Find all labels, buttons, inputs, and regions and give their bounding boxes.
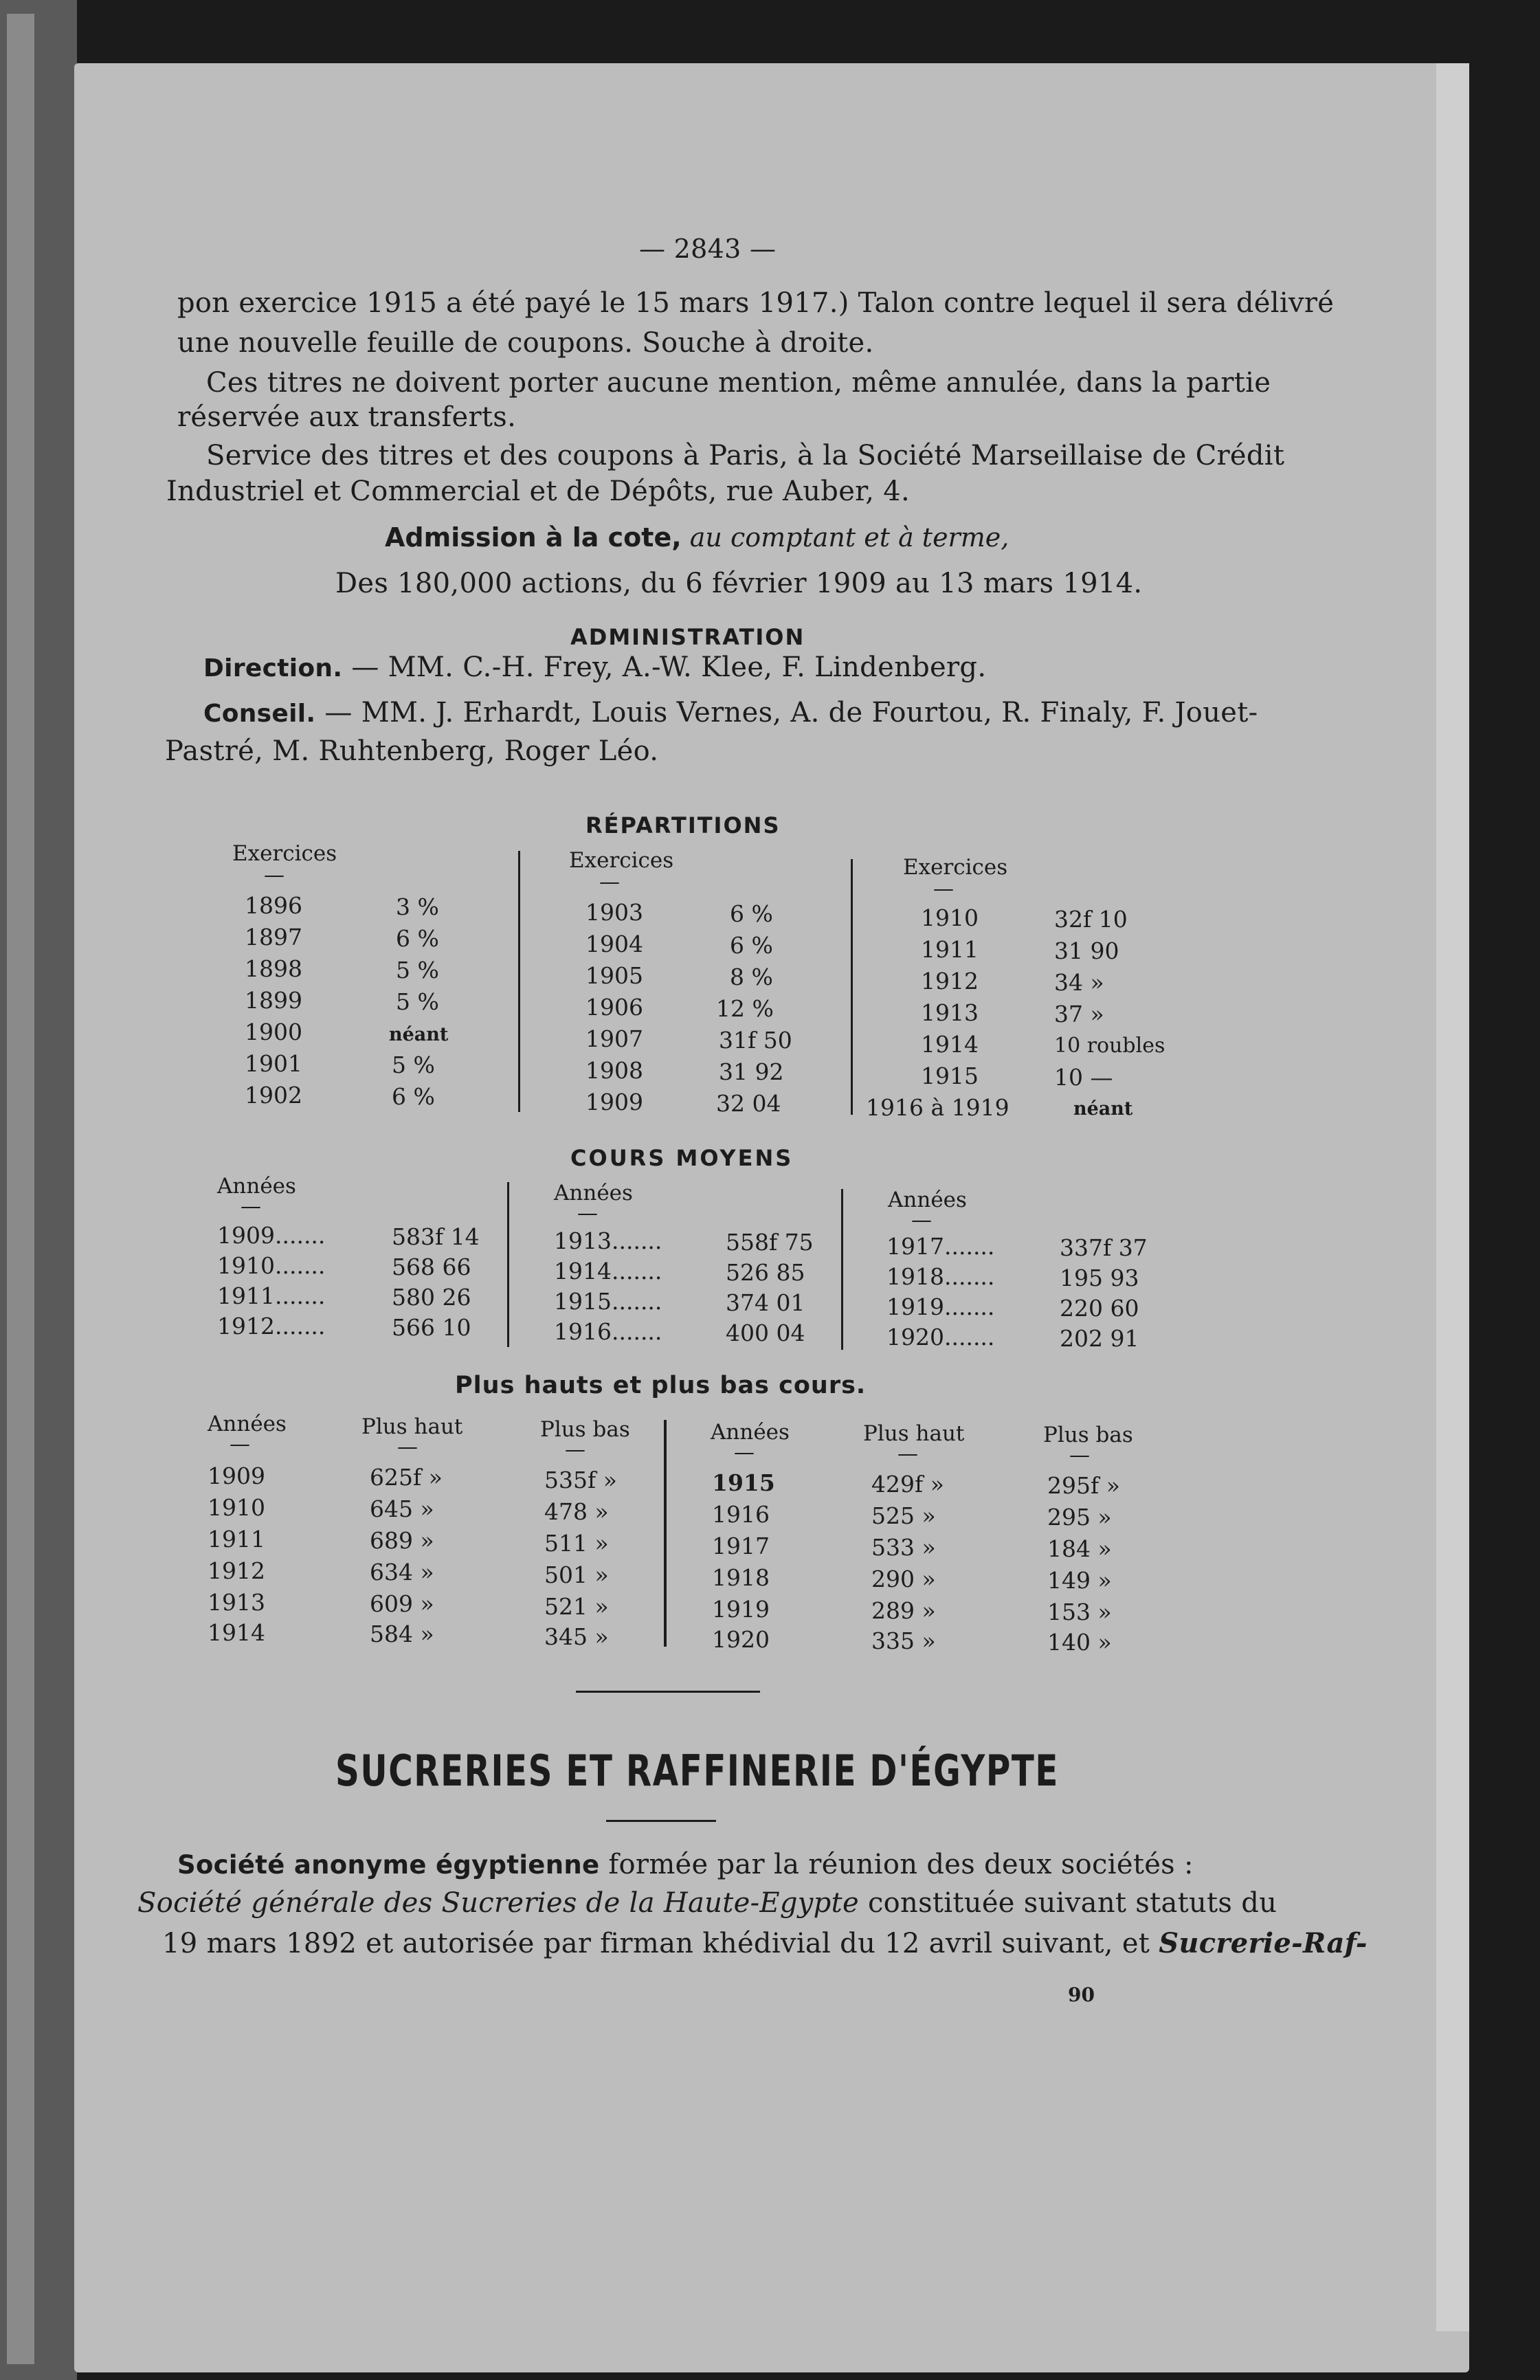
- table-row: 1918.......: [886, 1263, 995, 1290]
- table-row: 1919: [712, 1596, 770, 1623]
- direction-text: — MM. C.-H. Frey, A.-W. Klee, F. Lindenberg.: [351, 652, 987, 683]
- table-cell: 525 »: [871, 1502, 936, 1529]
- rep-col3-dash: —: [933, 877, 954, 901]
- table-cell: 32f 10: [1054, 906, 1128, 933]
- table-row: 1915: [712, 1469, 775, 1496]
- section-para-italic-2: Sucrerie-Raf-: [1159, 1927, 1368, 1959]
- table-cell: 6 %: [730, 932, 773, 959]
- table-row: 1919.......: [886, 1293, 995, 1320]
- section-para-italic-1: Société générale des Sucreries de la Haute-Egypte: [137, 1887, 859, 1919]
- cm-divider-1: [507, 1182, 509, 1347]
- table-cell: 374 01: [726, 1289, 805, 1316]
- table-cell: 184 »: [1047, 1535, 1112, 1562]
- section-para-bold: Société anonyme égyptienne: [177, 1850, 600, 1880]
- intro-line-1: pon exercice 1915 a été payé le 15 mars 1917.) Talon contre lequel il sera délivré: [177, 287, 1335, 319]
- hb-right-bas-label: Plus bas: [1043, 1423, 1133, 1447]
- hb-divider: [664, 1420, 667, 1647]
- table-cell: 153 »: [1047, 1599, 1112, 1625]
- table-row: 1912: [208, 1557, 265, 1584]
- table-cell: 295f »: [1047, 1472, 1120, 1499]
- table-row: 1909: [208, 1463, 265, 1489]
- table-cell: 583f 14: [392, 1223, 480, 1250]
- signature-mark: 90: [1068, 1983, 1095, 2006]
- table-cell: 429f »: [871, 1471, 944, 1498]
- table-cell: 32 04: [716, 1090, 781, 1117]
- table-cell: 645 »: [370, 1495, 434, 1522]
- rep-col2-label: Exercices: [569, 848, 674, 873]
- table-cell: 535f »: [544, 1467, 617, 1493]
- cm-col2-dash: —: [577, 1201, 598, 1225]
- table-cell: 584 »: [370, 1621, 434, 1647]
- table-cell: 6 %: [392, 1083, 435, 1110]
- table-cell: 568 66: [392, 1254, 471, 1280]
- table-cell: 37 »: [1054, 1001, 1104, 1027]
- table-cell: 34 »: [1054, 969, 1104, 996]
- section-para-rest-3: 19 mars 1892 et autorisée par firman khédivial du 12 avril suivant, et: [162, 1928, 1150, 1959]
- repartitions-heading: RÉPARTITIONS: [585, 812, 781, 838]
- table-row: 1898: [245, 955, 302, 982]
- table-cell: 31 92: [719, 1058, 784, 1085]
- table-cell: 140 »: [1047, 1629, 1112, 1656]
- table-cell: 6 %: [730, 900, 773, 927]
- table-row: 1916.......: [554, 1318, 662, 1345]
- table-cell: 149 »: [1047, 1567, 1112, 1594]
- table-row: 1914: [208, 1619, 265, 1646]
- table-row: 1912: [921, 968, 979, 994]
- admission-italic: au comptant et à terme,: [689, 522, 1009, 553]
- conseil-text-1: — MM. J. Erhardt, Louis Vernes, A. de Fourtou, R. Finaly, F. Jouet-: [324, 697, 1258, 729]
- table-cell: 511 »: [544, 1530, 609, 1557]
- table-cell: 533 »: [871, 1534, 936, 1561]
- table-cell: 521 »: [544, 1593, 609, 1620]
- table-row: 1917: [712, 1533, 770, 1559]
- table-row: 1920: [712, 1626, 770, 1653]
- cm-col3-label: Années: [888, 1188, 967, 1212]
- rep-col1-label: Exercices: [232, 841, 337, 866]
- admission-line: [385, 522, 1009, 553]
- intro-line-2: une nouvelle feuille de coupons. Souche à droite.: [177, 327, 874, 359]
- table-cell: 31 90: [1054, 937, 1119, 964]
- section-para-line-2: [137, 1887, 1277, 1919]
- table-cell: 289 »: [871, 1597, 936, 1624]
- table-row: 1913.......: [554, 1227, 662, 1254]
- hb-left-bas-dash: —: [565, 1438, 585, 1462]
- table-row: 1913: [921, 999, 979, 1026]
- table-cell: 3 %: [396, 893, 439, 920]
- title-underline: [606, 1820, 716, 1822]
- table-row: 1896: [245, 892, 302, 919]
- table-row: 1915.......: [554, 1288, 662, 1315]
- table-cell: 10 —: [1054, 1064, 1113, 1091]
- table-row: 1904: [585, 931, 643, 957]
- rep-divider-1: [518, 851, 520, 1112]
- table-row: 1920.......: [886, 1324, 995, 1350]
- table-row: 1915: [921, 1063, 979, 1089]
- table-cell: 290 »: [871, 1566, 936, 1592]
- table-row: 1905: [585, 962, 643, 989]
- table-cell: 689 »: [370, 1527, 434, 1554]
- direction-line: [203, 652, 986, 683]
- table-row: 1907: [585, 1025, 643, 1052]
- hauts-bas-heading: Plus hauts et plus bas cours.: [455, 1372, 867, 1399]
- table-row: 1902: [245, 1082, 302, 1109]
- table-row: 1911: [208, 1526, 265, 1553]
- cm-col3-dash: —: [911, 1208, 932, 1232]
- table-cell: néant: [389, 1024, 449, 1045]
- table-row: 1911: [921, 936, 979, 963]
- conseil-line-1: [203, 697, 1258, 729]
- administration-heading: ADMINISTRATION: [570, 624, 805, 650]
- table-row: 1914.......: [554, 1258, 662, 1284]
- intro-line-5: Service des titres et des coupons à Paris, à la Société Marseillaise de Crédit: [206, 440, 1285, 471]
- table-row: 1913: [208, 1589, 265, 1616]
- table-cell: 195 93: [1060, 1265, 1139, 1291]
- adjacent-page-edge: [7, 14, 34, 2364]
- hb-left-annees-label: Années: [208, 1412, 287, 1436]
- admission-detail: Des 180,000 actions, du 6 février 1909 au 13 mars 1914.: [335, 568, 1143, 599]
- hb-left-bas-label: Plus bas: [540, 1417, 630, 1442]
- table-cell: 10 roubles: [1054, 1034, 1165, 1058]
- table-cell: 5 %: [396, 988, 439, 1015]
- table-cell: 580 26: [392, 1284, 471, 1311]
- table-cell: 345 »: [544, 1623, 609, 1650]
- table-row: 1908: [585, 1057, 643, 1084]
- conseil-label: Conseil.: [203, 700, 316, 728]
- table-cell: 220 60: [1060, 1295, 1139, 1322]
- section-para-line-1: [177, 1849, 1194, 1880]
- table-row: 1916: [712, 1501, 770, 1528]
- binding-shadow: [0, 0, 77, 2380]
- hb-right-annees-dash: —: [734, 1441, 755, 1465]
- table-row: 1917.......: [886, 1233, 995, 1260]
- table-cell: 478 »: [544, 1498, 609, 1525]
- hb-right-haut-label: Plus haut: [863, 1421, 965, 1446]
- section-separator: [576, 1691, 760, 1693]
- table-cell: néant: [1073, 1098, 1133, 1120]
- intro-line-6: Industriel et Commercial et de Dépôts, rue Auber, 4.: [166, 476, 911, 507]
- table-row: 1909: [585, 1089, 643, 1115]
- rep-col1-dash: —: [264, 863, 284, 887]
- rep-col3-label: Exercices: [903, 855, 1008, 880]
- table-cell: 5 %: [392, 1052, 435, 1078]
- table-cell: 634 »: [370, 1559, 434, 1586]
- table-cell: 558f 75: [726, 1229, 814, 1256]
- table-cell: 12 %: [716, 995, 774, 1022]
- table-cell: 609 »: [370, 1590, 434, 1617]
- table-row: 1910: [208, 1494, 265, 1521]
- table-row: 1914: [921, 1031, 979, 1058]
- table-cell: 337f 37: [1060, 1234, 1148, 1261]
- table-row: 1906: [585, 994, 643, 1021]
- table-row: 1910: [921, 904, 979, 931]
- table-row: 1903: [585, 899, 643, 926]
- page-number: — 2843 —: [639, 234, 777, 264]
- table-cell: 295 »: [1047, 1504, 1112, 1531]
- hb-right-haut-dash: —: [897, 1442, 918, 1466]
- table-cell: 5 %: [396, 957, 439, 983]
- cm-col1-label: Années: [217, 1174, 296, 1199]
- hb-left-haut-label: Plus haut: [361, 1414, 463, 1439]
- table-cell: 566 10: [392, 1314, 471, 1341]
- table-cell: 526 85: [726, 1259, 805, 1286]
- table-row: 1899: [245, 987, 302, 1014]
- rep-col2-dash: —: [599, 870, 620, 894]
- direction-label: Direction.: [203, 654, 343, 682]
- section-title: SUCRERIES ET RAFFINERIE D'ÉGYPTE: [335, 1746, 1060, 1796]
- table-cell: 31f 50: [719, 1027, 792, 1054]
- cm-col1-dash: —: [241, 1194, 261, 1219]
- table-row: 1918: [712, 1564, 770, 1591]
- hb-right-bas-dash: —: [1069, 1443, 1090, 1467]
- table-row: 1911.......: [217, 1282, 326, 1309]
- table-cell: 501 »: [544, 1561, 609, 1588]
- table-cell: 400 04: [726, 1320, 805, 1346]
- cm-divider-2: [841, 1189, 843, 1350]
- cm-col2-label: Années: [554, 1181, 633, 1205]
- section-para-rest-2: constituée suivant statuts du: [867, 1887, 1277, 1919]
- table-cell: 6 %: [396, 925, 439, 952]
- table-row: 1912.......: [217, 1313, 326, 1339]
- table-row: 1910.......: [217, 1252, 326, 1279]
- section-para-line-3: [162, 1927, 1368, 1959]
- hb-left-haut-dash: —: [397, 1435, 418, 1459]
- table-row: 1916 à 1919: [866, 1094, 1009, 1121]
- table-cell: 202 91: [1060, 1325, 1139, 1352]
- intro-line-3: Ces titres ne doivent porter aucune mention, même annulée, dans la partie: [206, 367, 1271, 399]
- table-row: 1909.......: [217, 1222, 326, 1249]
- admission-label: Admission à la cote,: [385, 522, 682, 553]
- conseil-line-2: Pastré, M. Ruhtenberg, Roger Léo.: [165, 735, 659, 767]
- table-row: 1901: [245, 1050, 302, 1077]
- table-cell: 625f »: [370, 1464, 443, 1491]
- intro-line-4: réservée aux transferts.: [177, 401, 517, 433]
- hb-left-annees-dash: —: [230, 1432, 250, 1456]
- rep-divider-2: [851, 859, 853, 1115]
- table-cell: 8 %: [730, 964, 773, 990]
- table-row: 1900: [245, 1019, 302, 1045]
- hb-right-annees-label: Années: [711, 1420, 790, 1445]
- section-para-rest-1: formée par la réunion des deux sociétés :: [608, 1849, 1194, 1880]
- cours-moyens-heading: COURS MOYENS: [570, 1145, 794, 1171]
- table-row: 1897: [245, 924, 302, 950]
- table-cell: 335 »: [871, 1627, 936, 1654]
- page-edge: [1436, 63, 1469, 2331]
